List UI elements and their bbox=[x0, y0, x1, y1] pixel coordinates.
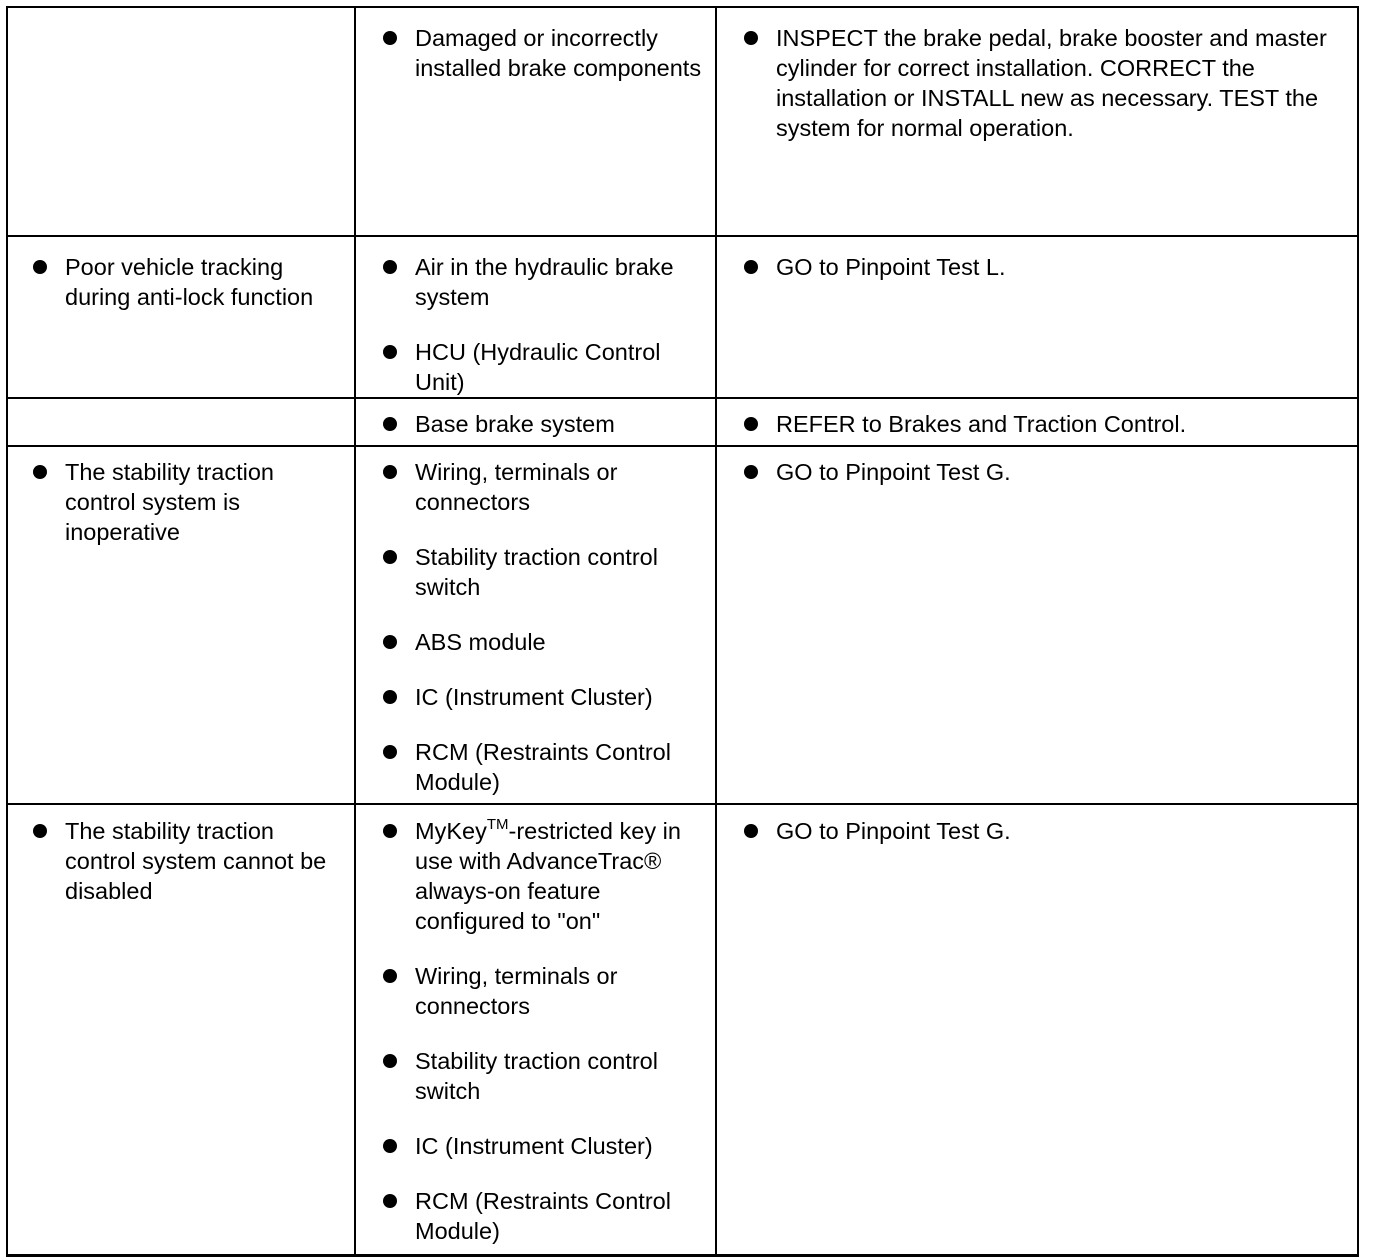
condition-cell bbox=[7, 398, 355, 446]
bullet-icon bbox=[383, 745, 397, 759]
bullet-icon bbox=[33, 260, 47, 274]
bullet-icon bbox=[383, 824, 397, 838]
source-cell bbox=[355, 236, 716, 398]
list-item: IC (Instrument Cluster) bbox=[380, 682, 707, 712]
condition-cell bbox=[7, 446, 355, 804]
bullet-icon bbox=[744, 31, 758, 45]
source-cell bbox=[355, 398, 716, 446]
list-item: INSPECT the brake pedal, brake booster and master cylinder for correct installation. CORRECT the installation or INSTALL new as necessary. TEST the system for normal operation. bbox=[741, 23, 1343, 143]
list-item: Wiring, terminals or connectors bbox=[380, 457, 707, 517]
trademark-superscript: TM bbox=[486, 816, 509, 833]
list-item: HCU (Hydraulic Control Unit) bbox=[380, 337, 707, 397]
table-row bbox=[7, 236, 1358, 398]
bullet-icon bbox=[383, 1194, 397, 1208]
bullet-icon bbox=[383, 345, 397, 359]
action-cell bbox=[716, 7, 1358, 236]
action-cell bbox=[716, 804, 1358, 1255]
bullet-icon bbox=[744, 260, 758, 274]
bullet-icon bbox=[744, 824, 758, 838]
source-cell bbox=[355, 446, 716, 804]
bullet-icon bbox=[383, 550, 397, 564]
list-item: Stability traction control switch bbox=[380, 1046, 707, 1106]
bullet-icon bbox=[383, 690, 397, 704]
table-row bbox=[7, 398, 1358, 446]
list-item: Air in the hydraulic brake system bbox=[380, 252, 707, 312]
bullet-icon bbox=[383, 1139, 397, 1153]
bullet-icon bbox=[33, 465, 47, 479]
source-cell bbox=[355, 7, 716, 236]
list-item: The stability traction control system cannot be disabled bbox=[30, 816, 346, 906]
bullet-icon bbox=[33, 824, 47, 838]
list-item: RCM (Restraints Control Module) bbox=[380, 1186, 707, 1246]
table-row bbox=[7, 446, 1358, 804]
condition-cell bbox=[7, 236, 355, 398]
list-item: Poor vehicle tracking during anti-lock function bbox=[30, 252, 346, 312]
list-item: GO to Pinpoint Test L. bbox=[741, 252, 1343, 282]
list-item: MyKey™-restricted key in use with AdvanceTrac® always-on feature configured to "on" bbox=[380, 816, 707, 936]
bullet-icon bbox=[744, 465, 758, 479]
list-item: REFER to Brakes and Traction Control. bbox=[741, 409, 1343, 439]
bullet-icon bbox=[383, 417, 397, 431]
bullet-icon bbox=[383, 1054, 397, 1068]
list-item: GO to Pinpoint Test G. bbox=[741, 457, 1343, 487]
list-item: ABS module bbox=[380, 627, 707, 657]
bullet-icon bbox=[383, 31, 397, 45]
bullet-icon bbox=[383, 635, 397, 649]
list-item: Stability traction control switch bbox=[380, 542, 707, 602]
source-cell bbox=[355, 804, 716, 1255]
condition-cell bbox=[7, 7, 355, 236]
bullet-icon bbox=[383, 969, 397, 983]
list-item: Base brake system bbox=[380, 409, 707, 439]
table-row bbox=[7, 7, 1358, 236]
bullet-icon bbox=[744, 417, 758, 431]
action-cell bbox=[716, 446, 1358, 804]
list-item: Damaged or incorrectly installed brake components bbox=[380, 23, 707, 83]
table-row bbox=[7, 804, 1358, 1255]
action-cell bbox=[716, 236, 1358, 398]
list-item: RCM (Restraints Control Module) bbox=[380, 737, 707, 797]
bullet-icon bbox=[383, 465, 397, 479]
bullet-icon bbox=[383, 260, 397, 274]
list-item: Wiring, terminals or connectors bbox=[380, 961, 707, 1021]
list-item: The stability traction control system is inoperative bbox=[30, 457, 346, 547]
list-item: GO to Pinpoint Test G. bbox=[741, 816, 1343, 846]
action-cell bbox=[716, 398, 1358, 446]
list-item: IC (Instrument Cluster) bbox=[380, 1131, 707, 1161]
condition-cell bbox=[7, 804, 355, 1255]
symptom-chart-table bbox=[6, 6, 1359, 1257]
